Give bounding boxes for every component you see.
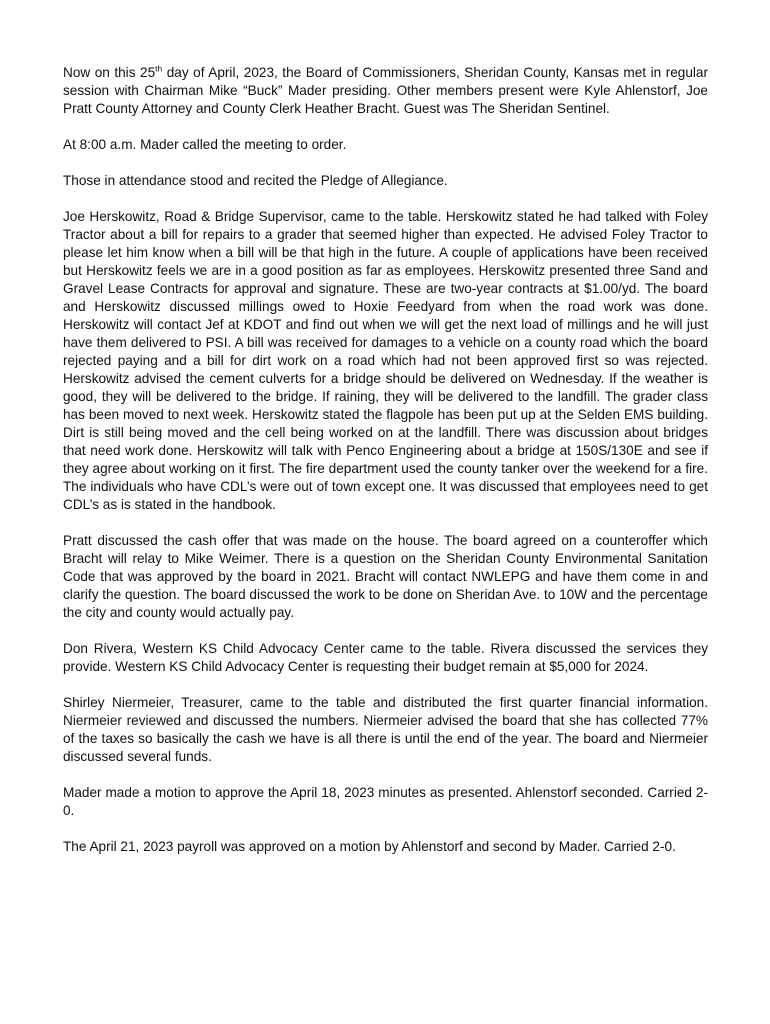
- treasurer-paragraph: Shirley Niermeier, Treasurer, came to the table and distributed the first quarter financial information. Niermeier reviewed and discussed the numbers. Niermeier advised the board that she has collected 77% of the taxes so basically the cash we have is all there is until the end of the year. The board and Niermeier discussed several funds.: [63, 695, 708, 764]
- minutes-motion-paragraph: Mader made a motion to approve the April 18, 2023 minutes as presented. Ahlenstorf seconded. Carried 2-0.: [63, 785, 708, 818]
- ordinal-suffix: th: [155, 63, 163, 74]
- child-advocacy-paragraph: Don Rivera, Western KS Child Advocacy Center came to the table. Rivera discussed the services they provide. Western KS Child Advocacy Center is requesting their budget remain at $5,000 for 2024.: [63, 641, 708, 674]
- document-page: [63, 64, 708, 874]
- pledge-paragraph: Those in attendance stood and recited the Pledge of Allegiance.: [63, 173, 448, 188]
- intro-text-rest: day of April, 2023, the Board of Commissioners, Sheridan County, Kansas met in regular session with Chairman Mike “Buck” Mader presiding. Other members present were Kyle Ahlenstorf, Joe Pratt County Attorney and County Clerk Heather Bracht. Guest was The Sheridan Sentinel.: [63, 65, 709, 116]
- intro-paragraph: [63, 64, 708, 118]
- intro-text-start: Now on this 25: [63, 65, 156, 80]
- road-bridge-paragraph: Joe Herskowitz, Road & Bridge Supervisor, came to the table. Herskowitz stated he had talked with Foley Tractor about a bill for repairs to a grader that seemed higher than expected. He advised Foley Tractor to please let him know when a bill will be that high in the future. A couple of applications have been received but Herskowitz feels we are in a good position as far as employees. Herskowitz presented three Sand and Gravel Lease Contracts for approval and signature. These are two-year contracts at $1.00/yd. The board and Herskowitz discussed millings owed to Hoxie Feedyard from when the road work was done. Herskowitz will contact Jef at KDOT and find out when we will get the next load of millings and he will just have them delivered to PSI. A bill was received for damages to a vehicle on a county road which the board rejected paying and a bill for dirt work on a road which had not been approved first so was rejected. Herskowitz advised the cement culverts for a bridge should be delivered on Wednesday. If the weather is good, they will be delivered to the bridge. If raining, they will be delivered to the landfill. The grader class has been moved to next week. Herskowitz stated the flagpole has been put up at the Selden EMS building. Dirt is still being moved and the cell being worked on at the landfill. There was discussion about bridges that need work done. Herskowitz will talk with Penco Engineering about a bridge at 150S/130E and see if they agree about working on it first. The fire department used the county tanker over the weekend for a fire. The individuals who have CDL’s were out of town except one. It was discussed that employees need to get CDL’s as is stated in the handbook.: [63, 209, 708, 512]
- payroll-motion-paragraph: The April 21, 2023 payroll was approved on a motion by Ahlenstorf and second by Mader. Carried 2-0.: [63, 839, 676, 854]
- county-attorney-paragraph: Pratt discussed the cash offer that was made on the house. The board agreed on a counteroffer which Bracht will relay to Mike Weimer. There is a question on the Sheridan County Environmental Sanitation Code that was approved by the board in 2021. Bracht will contact NWLEPG and have them come in and clarify the question. The board discussed the work to be done on Sheridan Ave. to 10W and the percentage the city and county would actually pay.: [63, 533, 708, 620]
- call-to-order-paragraph: At 8:00 a.m. Mader called the meeting to order.: [63, 137, 347, 152]
